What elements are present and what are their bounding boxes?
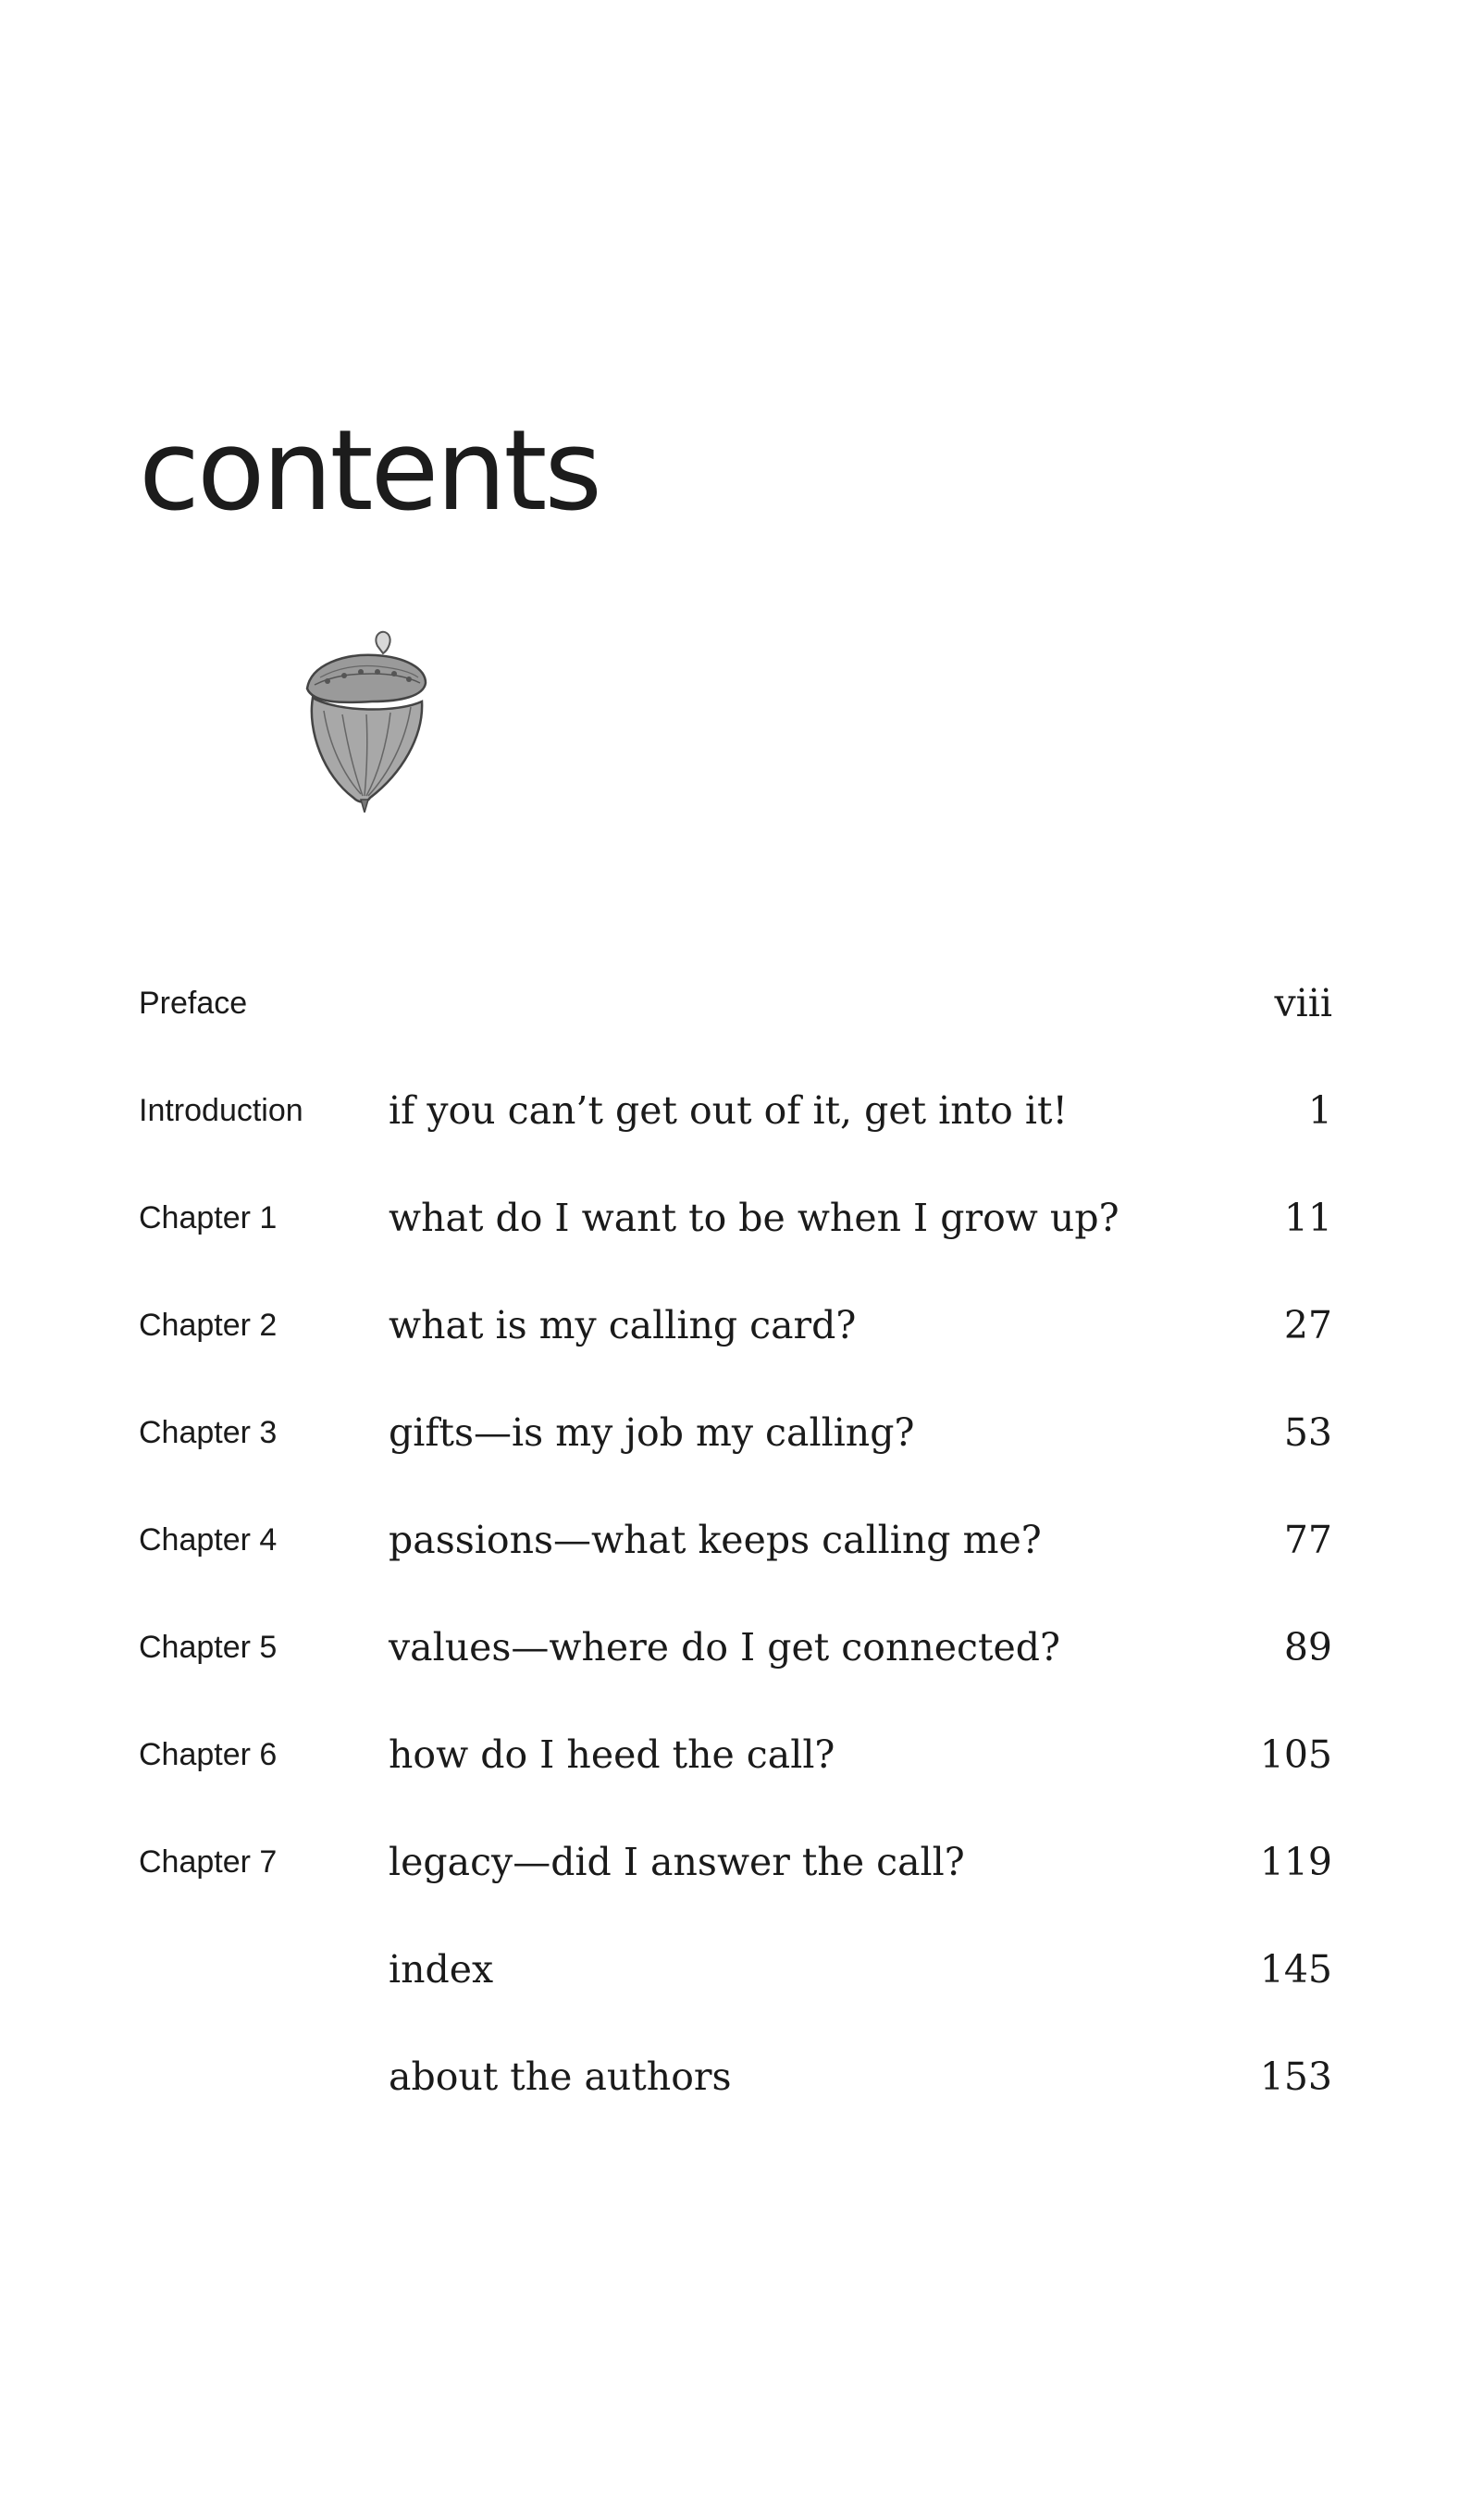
toc-entry-page-number: 153 <box>1259 2054 1332 2099</box>
toc-entry-title: gifts—is my job my calling? <box>389 1410 915 1455</box>
toc-entry-title: index <box>389 1947 494 1992</box>
toc-entry-page-number: 11 <box>1283 1196 1332 1240</box>
toc-entry[interactable] <box>139 1712 1332 1786</box>
toc-entry-title: values—where do I get connected? <box>389 1625 1060 1670</box>
toc-entry[interactable] <box>139 1605 1332 1679</box>
toc-entry-page-number: 1 <box>1307 1088 1332 1133</box>
toc-entry[interactable] <box>139 1819 1332 1893</box>
page-title: contents <box>139 407 600 536</box>
toc-entry-title: what do I want to be when I grow up? <box>389 1196 1119 1240</box>
toc-entry-page-number: 53 <box>1283 1410 1332 1455</box>
toc-entry-label: Chapter 7 <box>139 1844 278 1880</box>
toc-entry-title: how do I heed the call? <box>389 1732 835 1777</box>
toc-entry[interactable] <box>139 1068 1332 1142</box>
toc-entry-label: Chapter 1 <box>139 1200 278 1235</box>
toc-entry-title: legacy—did I answer the call? <box>389 1840 965 1884</box>
toc-entry-label: Preface <box>139 986 248 1021</box>
toc-entry[interactable] <box>139 1390 1332 1464</box>
toc-entry-page-number: 119 <box>1259 1840 1332 1884</box>
toc-entry-label: Chapter 4 <box>139 1522 278 1558</box>
toc-entry-label: Chapter 5 <box>139 1630 278 1665</box>
toc-entry-label: Chapter 2 <box>139 1308 278 1343</box>
toc-entry-page-number: 145 <box>1259 1947 1332 1992</box>
toc-entry-page-number: 77 <box>1283 1518 1332 1562</box>
toc-entry[interactable] <box>139 961 1332 1035</box>
toc-entry-title: if you can’t get out of it, get into it! <box>389 1088 1068 1133</box>
toc-entry[interactable] <box>139 2034 1332 2108</box>
toc-entry-label: Chapter 3 <box>139 1415 278 1450</box>
toc-entry[interactable] <box>139 1283 1332 1357</box>
toc-entry[interactable] <box>139 1175 1332 1249</box>
toc-entry[interactable] <box>139 1927 1332 2001</box>
toc-entry-page-number: 27 <box>1283 1303 1332 1347</box>
toc-entry-label: Introduction <box>139 1093 303 1128</box>
toc-entry-page-number: 89 <box>1283 1625 1332 1670</box>
toc-entry[interactable] <box>139 1497 1332 1571</box>
toc-entry-title: about the authors <box>389 2054 732 2099</box>
toc-entry-title: passions—what keeps calling me? <box>389 1518 1042 1562</box>
toc-entry-title: what is my calling card? <box>389 1303 857 1347</box>
toc-entry-page-number: viii <box>1274 981 1332 1025</box>
toc-entry-label: Chapter 6 <box>139 1737 278 1772</box>
toc-entry-page-number: 105 <box>1259 1732 1332 1777</box>
